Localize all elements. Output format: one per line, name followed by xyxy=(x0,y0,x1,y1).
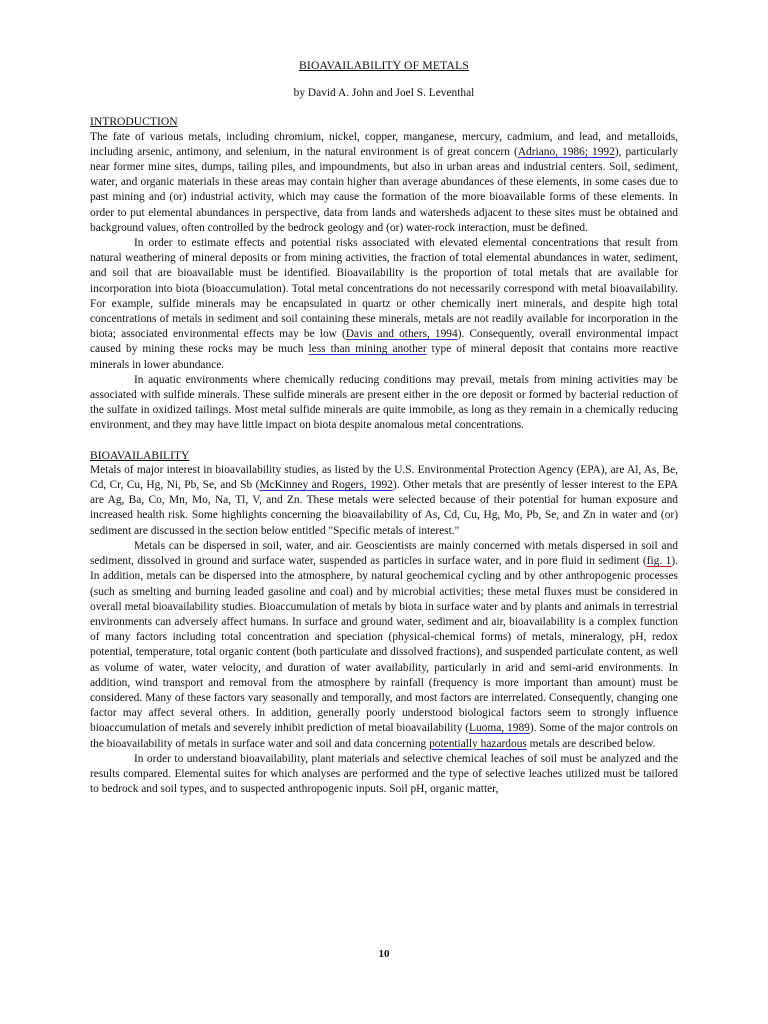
text-run: In order to estimate effects and potential risks associated with elevated elemental concentrations that result from natural weathering of mineral deposits or from mining activities, the fraction of total elemental abundances in water, sediment, and soil that are bioavailable must be identified. Bioavailability is the proportion of total metals that are available for incorporation into biota (bioaccumulation). Total metal concentrations do not necessarily correspond with metal bioavailability. For example, sulfide minerals may be encapsulated in quartz or other chemically inert minerals, and despite high total concentrations of metals in sediment and soil containing these minerals, metals are not readily available for incorporation in the biota; associated environmental effects may be low ( xyxy=(90,237,678,341)
introduction-paragraph-2 xyxy=(90,236,678,373)
citation-mckinney[interactable]: McKinney and Rogers, 1992 xyxy=(259,479,393,492)
citation-luoma[interactable]: Luoma, 1989 xyxy=(469,722,530,735)
document-body xyxy=(90,58,678,797)
text-run: ), particularly near former mine sites, dumps, tailing piles, and impoundments, but also in urban areas and industrial centers. Soil, sediment, water, and organic materials in these areas may contain higher than average abundances of these elements, in some cases due to past mining and (or) industrial activity, which may cause the formation of the more bioavailable forms of these elements. In order to put elemental abundances in perspective, data from lands and watersheds adjacent to these sites must be obtained and background values, often controlled by the bedrock geology and (or) water-rock interaction, must be defined. xyxy=(90,145,678,234)
section-heading-introduction: INTRODUCTION xyxy=(90,115,178,129)
document-authors: by David A. John and Joel S. Leventhal xyxy=(293,87,475,100)
text-run: Metals can be dispersed in soil, water, and air. Geoscientists are mainly concerned with metals dispersed in soil and sediment, dissolved in ground and surface water, suspended as particles in surface water, and in pore fluid in sediment ( xyxy=(90,539,678,568)
introduction-paragraph-1 xyxy=(90,130,678,236)
bioavailability-paragraph-3: In order to understand bioavailability, plant materials and selective chemical leaches of soil must be analyzed and the results compared. Elemental suites for which analyses are performed and the type of selective leaches utilized must be tailored to bedrock and soil types, and to suspected anthropogenic inputs. Soil pH, organic matter, xyxy=(90,752,678,796)
citation-adriano[interactable]: Adriano, 1986; 1992 xyxy=(517,145,615,158)
text-run: metals are described below. xyxy=(526,737,656,750)
citation-davis[interactable]: Davis and others, 1994 xyxy=(345,328,458,341)
text-run: The fate of various metals, including chromium, nickel, copper, manganese, mercury, cadmium, and lead, and metalloids, including arsenic, antimony, and selenium, in the natural environment is of great concern ( xyxy=(90,130,678,158)
introduction-paragraph-3: In aquatic environments where chemically reducing conditions may prevail, metals from mining activities may be associated with sulfide minerals. These sulfide minerals are present either in the ore deposit or formed by bacterial reduction of the sulfate in oxidized tailings. Most metal sulfide minerals are quite immobile, as long as they remain in a chemically reducing environment, and they may have little impact on biota despite anomalous metal concentrations. xyxy=(90,373,678,432)
bioavailability-paragraph-2 xyxy=(90,539,678,752)
figure-reference-fig1[interactable]: fig. 1 xyxy=(646,555,672,568)
annotated-phrase-potentially-hazardous[interactable]: potentially hazardous xyxy=(429,737,527,750)
annotated-phrase-less-than-mining[interactable]: less than mining another xyxy=(308,343,427,356)
text-run: ). Some of the major controls on the bioavailability of metals in surface water and soil and data concerning xyxy=(90,722,679,750)
document-title: BIOAVAILABILITY OF METALS xyxy=(298,59,470,72)
text-run: ). Consequently, overall environmental impact caused by mining these rocks may be much xyxy=(90,328,678,356)
text-run: ). In addition, metals can be dispersed into the atmosphere, by natural geochemical cycling and by other anthropogenic processes (such as smelting and burning leaded gasoline and coal) and by microbial activities; these metal fluxes must be considered in overall metal bioavailability studies. Bioaccumulation of metals by biota in surface water and by plants and animals in terrestrial environments can adversely affect humans. In surface and ground water, sediment and air, bioavailability is a complex function of many factors including total concentration and speciation (physical-chemical forms) of metals, mineralogy, pH, redox potential, temperature, total organic content (both particulate and dissolved fractions), and suspended particulate content, as well as volume of water, water velocity, and duration of water availability, particularly in arid and semi-arid environments. In addition, wind transport and removal from the atmosphere by rainfall (frequency is more important than amount) must be considered. Many of these factors vary seasonally and temporally, and most factors are interrelated. Consequently, changing one factor may affect several others. In addition, generally poorly understood biological factors seem to strongly influence bioaccumulation of metals and severely inhibit prediction of metal bioavailability ( xyxy=(90,555,679,735)
text-run: type of mineral deposit that contains more reactive minerals in lower abundance. xyxy=(90,343,679,371)
bioavailability-paragraph-1 xyxy=(90,463,678,539)
text-run: ). Other metals that are presently of lesser interest to the EPA are Ag, Ba, Co, Mn, Mo, Na, Tl, V, and Zn. These metals were selected because of their potential for human exposure and increased health risk. Some highlights concerning the bioavailability of As, Cd, Cu, Hg, Mo, Pb, Se, and Zn in water and (or) sediment are discussed in the section below entitled "Specific metals of interest." xyxy=(90,479,678,537)
text-run: Metals of major interest in bioavailability studies, as listed by the U.S. Environmental Protection Agency (EPA), are Al, As, Be, Cd, Cr, Cu, Hg, Ni, Pb, Se, and Sb ( xyxy=(90,463,678,492)
section-heading-bioavailability: BIOAVAILABILITY xyxy=(90,448,190,462)
page-number: 10 xyxy=(378,948,390,960)
